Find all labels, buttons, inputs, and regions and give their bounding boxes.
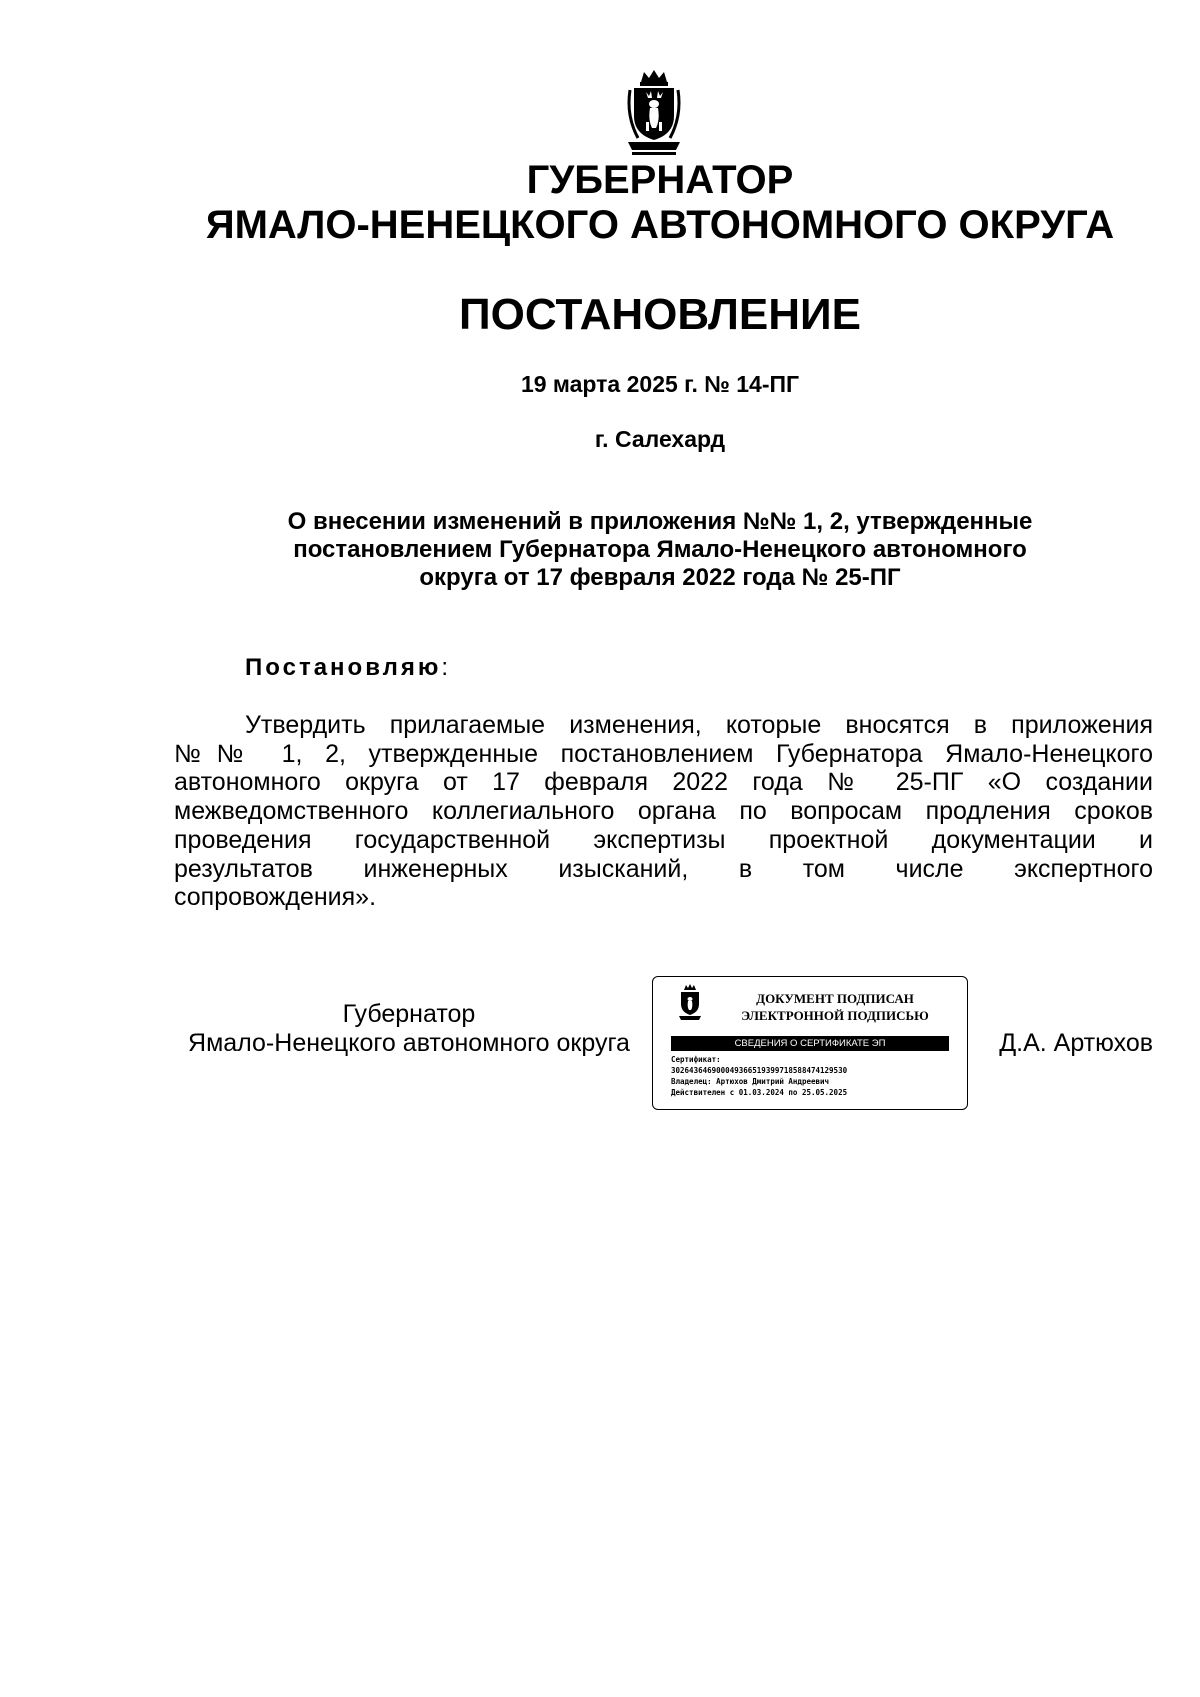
stamp-certificate-info	[671, 1054, 961, 1098]
body-line: Утвердить прилагаемые изменения, которые вносятся в приложения	[245, 711, 1153, 739]
signer-position-line2: Ямало-Ненецкого автономного округа	[188, 1029, 630, 1057]
stamp-title-line2: ЭЛЕКТРОННОЙ ПОДПИСЬЮ	[741, 1008, 929, 1023]
document-type: ПОСТАНОВЛЕНИЕ	[458, 290, 862, 339]
stamp-validity: Действителен с 01.03.2024 по 25.05.2025	[671, 1088, 848, 1097]
stamp-cert-label: Сертификат:	[671, 1055, 721, 1064]
signer-position-line1: Губернатор	[342, 1000, 476, 1028]
governor-title: ГУБЕРНАТОР	[526, 158, 794, 202]
document-subject	[230, 508, 1090, 592]
body-line: автономного округа от 17 февраля 2022 года № 25-ПГ «О создании	[174, 768, 1153, 797]
subject-line: О внесении изменений в приложения №№ 1, 2, утвержденные	[287, 508, 1033, 535]
body-line: результатов инженерных изысканий, в том числе экспертного	[174, 854, 1153, 883]
document-date-number: 19 марта 2025 г. № 14-ПГ	[520, 371, 800, 397]
region-title: ЯМАЛО-НЕНЕЦКОГО АВТОНОМНОГО ОКРУГА	[205, 203, 1115, 247]
decree-body	[174, 711, 1153, 912]
decree-word-text: Постановляю	[245, 654, 442, 681]
document-city: г. Салехард	[594, 426, 726, 452]
stamp-title	[715, 990, 955, 1024]
stamp-coat-of-arms-icon	[677, 984, 703, 1022]
body-line: проведения государственной экспертизы проектной документации и	[174, 825, 1153, 854]
subject-line: округа от 17 февраля 2022 года № 25-ПГ	[419, 564, 901, 591]
body-line: межведомственного коллегиального органа по вопросам продления сроков	[174, 797, 1153, 826]
electronic-signature-stamp	[652, 976, 968, 1110]
stamp-owner: Владелец: Артюхов Дмитрий Андреевич	[671, 1077, 830, 1086]
body-line: №№ 1, 2, утвержденные постановлением Губернатора Ямало-Ненецкого	[174, 739, 1153, 768]
stamp-cert-value: 302643646900049366519399718588474129530	[671, 1066, 848, 1075]
stamp-title-line1: ДОКУМЕНТ ПОДПИСАН	[756, 991, 914, 1006]
stamp-certificate-bar: СВЕДЕНИЯ О СЕРТИФИКАТЕ ЭП	[671, 1036, 949, 1051]
signer-position	[174, 1000, 644, 1058]
body-line: сопровождения».	[174, 883, 377, 912]
decree-word	[245, 653, 448, 683]
signer-name: Д.А. Артюхов	[999, 1029, 1153, 1057]
subject-line: постановлением Губернатора Ямало-Ненецкого автономного	[293, 536, 1027, 563]
decree-word-punct: :	[441, 654, 449, 681]
coat-of-arms-icon	[624, 68, 684, 156]
